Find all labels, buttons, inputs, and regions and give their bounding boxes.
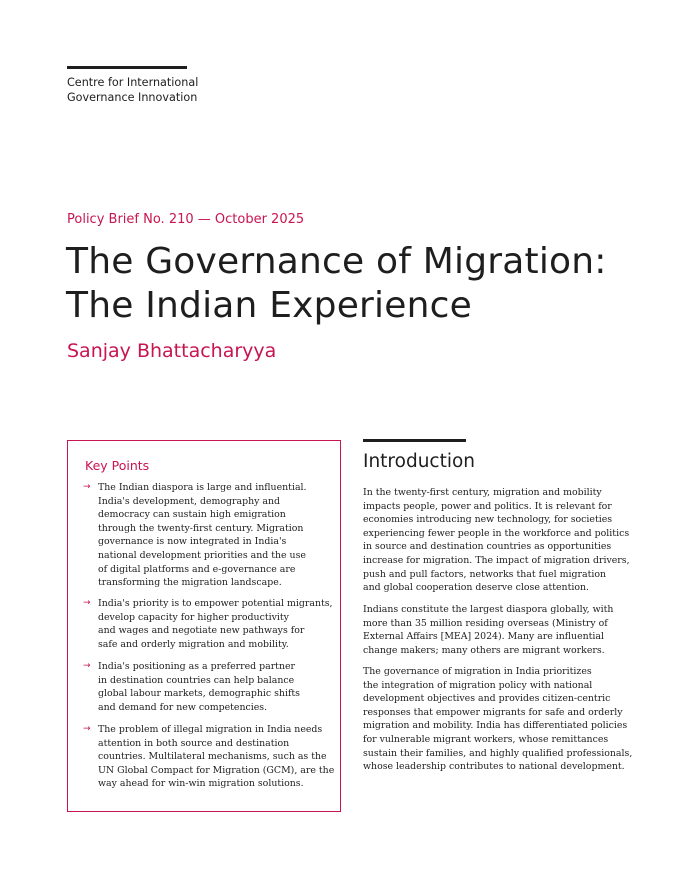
paragraph-line: impacts people, power and politics. It is relevant for — [363, 500, 612, 512]
arrow-right-icon: → — [83, 598, 91, 608]
paragraph-line: External Affairs [MEA] 2024). Many are influential — [363, 631, 605, 643]
arrow-right-icon: → — [83, 661, 91, 671]
paragraph-line: whose leadership contributes to national development. — [363, 761, 625, 773]
paragraph-line: development objectives and provides citizen-centric — [363, 693, 611, 705]
key-point-line: safe and orderly migration and mobility. — [98, 638, 289, 650]
arrow-right-icon: → — [83, 724, 91, 734]
intro-paragraph — [363, 603, 613, 657]
key-point-line: national development priorities and the use — [98, 549, 306, 561]
key-point-line: develop capacity for higher productivity — [98, 611, 289, 623]
paragraph-line: migration and mobility. India has differentiated policies — [363, 720, 628, 732]
key-point-line: attention in both source and destination — [98, 737, 290, 749]
paragraph-line: the integration of migration policy with national — [363, 679, 593, 691]
page-title — [66, 240, 607, 328]
key-point-line: transforming the migration landscape. — [98, 577, 282, 589]
paragraph-line: economies introducing new technology, for societies — [363, 514, 613, 526]
paragraph-line: push and pull factors, networks that fuel migration — [363, 568, 607, 580]
key-point-line: The problem of illegal migration in India needs — [98, 724, 323, 735]
paragraph-line: change makers; many others are migrant workers. — [363, 644, 605, 656]
author-name: Sanjay Bhattacharyya — [67, 340, 277, 362]
cigi-logo — [67, 76, 198, 105]
key-points-heading: Key Points — [85, 458, 150, 473]
paragraph-line: for vulnerable migrant workers, whose remittances — [363, 733, 609, 745]
series-line: Policy Brief No. 210 — October 2025 — [67, 212, 305, 227]
key-point-line: and demand for new competencies. — [98, 701, 268, 713]
paragraph-line: experiencing fewer people in the workforce and politics — [363, 527, 630, 539]
paragraph-line: in source and destination countries as opportunities — [363, 541, 612, 553]
logo-line: Centre for International — [67, 76, 199, 89]
key-point-line: through the twenty-first century. Migration — [98, 522, 304, 534]
intro-rule — [363, 439, 466, 442]
key-point-line: India's positioning as a preferred partner — [98, 661, 296, 672]
paragraph-line: sustain their families, and highly qualified professionals, — [363, 747, 633, 759]
logo-line: Governance Innovation — [67, 90, 198, 104]
paragraph-line: Indians constitute the largest diaspora globally, with — [363, 604, 614, 615]
title-line: The Indian Experience — [66, 285, 472, 326]
key-points-box — [67, 440, 341, 812]
intro-paragraph — [363, 665, 632, 774]
key-point-line: The Indian diaspora is large and influential. — [98, 482, 307, 493]
key-point-line: way ahead for win-win migration solutions. — [98, 778, 304, 790]
key-point-line: in destination countries can help balance — [98, 674, 295, 686]
key-point-line: global labour markets, demographic shifts — [98, 688, 300, 700]
logo-rule — [67, 66, 187, 69]
intro-paragraph — [363, 486, 630, 595]
key-point-line: UN Global Compact for Migration (GCM), are the — [98, 764, 335, 776]
key-point-line: and wages and negotiate new pathways for — [98, 625, 305, 637]
key-point-line: India's priority is to empower potential migrants, — [98, 598, 333, 609]
title-line: The Governance of Migration: — [66, 241, 607, 282]
key-point-line: India's development, demography and — [98, 495, 281, 507]
paragraph-line: In the twenty-first century, migration and mobility — [363, 487, 602, 498]
paragraph-line: responses that empower migrants for safe and orderly — [363, 706, 623, 718]
paragraph-line: and global cooperation deserve close attention. — [363, 582, 589, 594]
key-point-line: countries. Multilateral mechanisms, such as the — [98, 751, 327, 763]
paragraph-line: more than 35 million residing overseas (Ministry of — [363, 617, 608, 629]
paragraph-line: increase for migration. The impact of migration drivers, — [363, 554, 630, 566]
key-point-line: of digital platforms and e-governance are — [98, 563, 296, 575]
key-point-line: governance is now integrated in India's — [98, 536, 287, 548]
arrow-right-icon: → — [83, 482, 91, 492]
introduction-heading: Introduction — [363, 451, 476, 472]
paragraph-line: The governance of migration in India prioritizes — [363, 666, 592, 677]
key-point-line: democracy can sustain high emigration — [98, 509, 286, 521]
